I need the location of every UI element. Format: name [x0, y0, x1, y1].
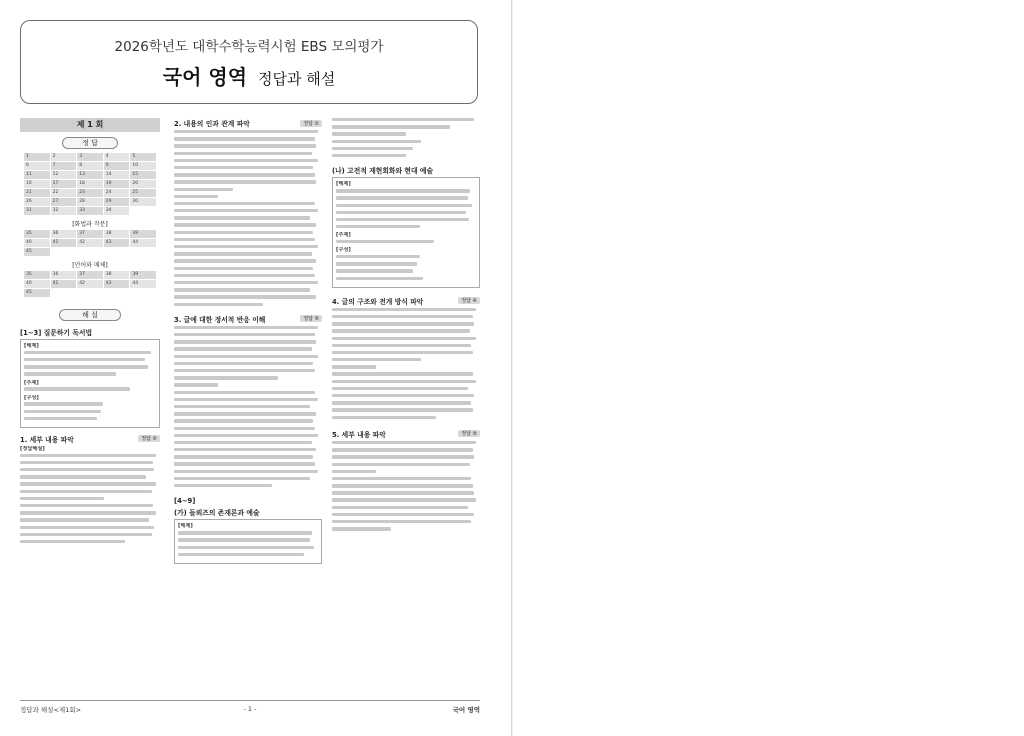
group1-grid: [24, 230, 156, 256]
box-tag: [주제]: [24, 379, 39, 386]
answer-cell: 8: [77, 162, 103, 170]
question-heading: [174, 118, 322, 128]
answer-cell: 11: [24, 171, 50, 179]
subject-title: 국어 영역: [162, 65, 248, 89]
answer-cell: 42: [77, 280, 103, 288]
answer-cell: 35: [24, 271, 50, 279]
group2-grid: [24, 271, 156, 297]
section-heading: [4~9]: [174, 497, 196, 506]
answer-cell: 3: [77, 153, 103, 161]
answer-cell: 6: [24, 162, 50, 170]
answer-cell: 36: [51, 271, 77, 279]
overview-box: [332, 177, 480, 287]
answer-cell: 13: [77, 171, 103, 179]
group1-label: [화법과 작문]: [72, 221, 108, 228]
answer-cell: 4: [104, 153, 130, 161]
answer-cell: 9: [104, 162, 130, 170]
answer-cell: 12: [51, 171, 77, 179]
answer-cell: 39: [130, 271, 156, 279]
footer-right: 국어 영역: [452, 706, 480, 714]
box-tag: [해제]: [24, 343, 39, 349]
answer-cell: 7: [51, 162, 77, 170]
answer-cell: 44: [130, 280, 156, 288]
footer-left: 정답과 해설<제1회>: [20, 706, 82, 714]
question-title: 3. 글에 대한 정서적 반응 이해: [174, 315, 266, 324]
answer-cell: 2: [51, 153, 77, 161]
answer-cell: 31: [24, 207, 50, 215]
overview-box: [20, 339, 160, 428]
section-heading: (나) 고전적 재현회화와 현대 예술: [332, 167, 434, 176]
exam-title: [21, 61, 477, 90]
answer-cell: 38: [104, 230, 130, 238]
answer-cell: 26: [24, 198, 50, 206]
answer-cell: 17: [51, 180, 77, 188]
box-tag: [해제]: [178, 523, 193, 530]
explanation-text: [332, 118, 480, 157]
answer-cell: 41: [51, 280, 77, 288]
answer-cell: 18: [77, 180, 103, 188]
middle-column: [174, 118, 322, 693]
answer-cell: 23: [77, 189, 103, 197]
answer-badge: 정답 ②: [138, 435, 160, 442]
answer-cell: 14: [104, 171, 130, 179]
left-column: [20, 118, 160, 693]
answer-cell: 30: [130, 198, 156, 206]
answer-cell: 37: [77, 230, 103, 238]
answer-cell: 45: [24, 289, 50, 297]
explanation-text: [174, 326, 322, 488]
answer-cell: 19: [104, 180, 130, 188]
answer-cell: 39: [130, 230, 156, 238]
group2-label: [언어와 매체]: [72, 262, 108, 269]
answer-cell: 36: [51, 230, 77, 238]
answer-cell: 21: [24, 189, 50, 197]
question-heading: [332, 429, 480, 439]
question-heading: [20, 434, 160, 444]
overview-box: [174, 519, 322, 564]
blank-page: [513, 0, 1024, 736]
explanation-text: [332, 308, 480, 419]
box-tag: [해제]: [336, 181, 351, 188]
section-subheading: (가) 들뢰즈의 존재론과 예술: [174, 509, 260, 518]
answer-cell: 40: [24, 239, 50, 247]
answer-cell: 1: [24, 153, 50, 161]
explanation-tag: [정답해설]: [20, 445, 45, 452]
answer-cell: 20: [130, 180, 156, 188]
answer-cell: 34: [104, 207, 130, 215]
explanation-text: [20, 454, 160, 544]
answer-cell: 5: [130, 153, 156, 161]
answer-badge: 정답 ⑤: [300, 315, 322, 322]
question-heading: [174, 314, 322, 324]
answer-cell: 16: [24, 180, 50, 188]
answers-label: 정 답: [62, 137, 118, 149]
box-tag: [주제]: [336, 232, 351, 239]
answer-cell: 44: [130, 239, 156, 247]
right-column: [332, 118, 480, 693]
explanation-text: [332, 441, 480, 531]
question-title: 1. 세부 내용 파악: [20, 435, 74, 444]
answer-cell: 28: [77, 198, 103, 206]
section-heading: [1~3] 질문하기 독서법: [20, 329, 93, 337]
answer-cell: 40: [24, 280, 50, 288]
footer-divider: [20, 700, 480, 701]
answer-cell: 43: [104, 239, 130, 247]
answer-cell: 24: [104, 189, 130, 197]
answer-badge: 정답 ⑤: [458, 430, 480, 437]
answer-cell: 38: [104, 271, 130, 279]
question-heading: [332, 296, 480, 306]
answer-badge: 정답 ②: [300, 120, 322, 127]
answer-cell: 10: [130, 162, 156, 170]
box-tag: [구성]: [336, 247, 351, 254]
answer-cell: 25: [130, 189, 156, 197]
answer-cell: 43: [104, 280, 130, 288]
answer-badge: 정답 ④: [458, 297, 480, 304]
answer-cell: 42: [77, 239, 103, 247]
answer-cell: 32: [51, 207, 77, 215]
answer-cell: 35: [24, 230, 50, 238]
explain-label: 해 설: [59, 309, 121, 321]
page-number: - 1 -: [243, 705, 257, 713]
title-suffix: 정답과 해설: [258, 70, 336, 88]
answer-cell: 41: [51, 239, 77, 247]
answer-grid: [24, 153, 156, 215]
round-banner: 제 1 회: [20, 118, 160, 132]
title-box: [20, 20, 478, 104]
question-title: 2. 내용의 인과 관계 파악: [174, 120, 250, 128]
question-title: 4. 글의 구조와 전개 방식 파악: [332, 297, 424, 306]
exam-subtitle: 2026학년도 대학수학능력시험 EBS 모의평가: [114, 39, 384, 55]
answer-cell: 33: [77, 207, 103, 215]
question-title: 5. 세부 내용 파악: [332, 430, 386, 439]
answer-cell: 27: [51, 198, 77, 206]
answer-cell: 45: [24, 248, 50, 256]
answer-cell: 37: [77, 271, 103, 279]
answer-cell: 29: [104, 198, 130, 206]
explanation-text: [174, 130, 322, 306]
answer-cell: 22: [51, 189, 77, 197]
box-tag: [구성]: [24, 394, 39, 401]
answer-cell: 15: [130, 171, 156, 179]
